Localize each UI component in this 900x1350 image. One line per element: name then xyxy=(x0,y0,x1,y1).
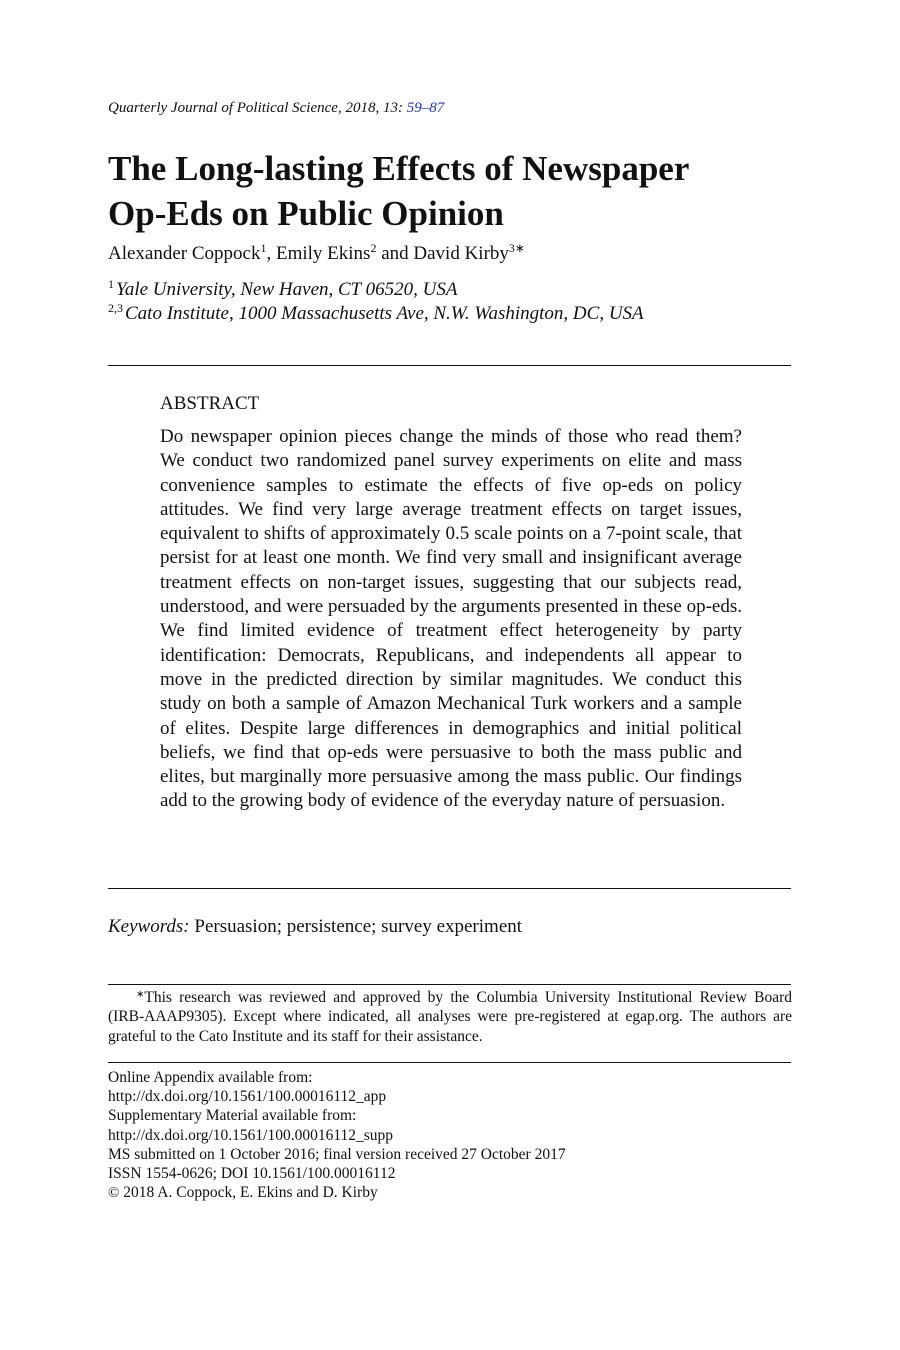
keywords xyxy=(108,916,522,938)
page-range-link[interactable]: 59–87 xyxy=(406,100,445,116)
journal-name: Quarterly Journal of Political Science, 2018, 13: xyxy=(108,100,407,116)
author-name: Emily Ekins xyxy=(275,243,371,264)
author-list xyxy=(108,243,525,265)
divider xyxy=(108,888,791,889)
copyright-icon: © xyxy=(108,1185,120,1202)
author-name: David Kirby xyxy=(413,243,509,264)
author-affiliation-mark: 2 xyxy=(370,241,377,255)
journal-citation xyxy=(108,100,444,117)
author-affiliation-mark: 1 xyxy=(260,241,267,255)
abstract-heading: ABSTRACT xyxy=(160,393,260,414)
title-line-1: The Long-lasting Effects of Newspaper xyxy=(108,149,690,188)
affiliation-mark: 1 xyxy=(108,277,114,291)
copyright xyxy=(108,1183,566,1203)
author-separator: , xyxy=(266,243,276,264)
supplementary-label: Supplementary Material available from: xyxy=(108,1107,357,1125)
appendix-label: Online Appendix available from: xyxy=(108,1069,313,1086)
keywords-text: Persuasion; persistence; survey experiment xyxy=(189,916,523,937)
affiliation-text: Cato Institute, 1000 Massachusetts Ave, N.W. Washington, DC, USA xyxy=(125,303,644,324)
abstract-text: Do newspaper opinion pieces change the minds of those who read them? We conduct two randomized panel survey experiments on elite and mass convenience samples to estimate the effects of five op-eds on policy attitudes. We find very large average treatment effects on target issues, equivalent to shifts of approximately 0.5 scale points on a 7-point scale, that persist for at least one month. We find very small and insignificant average treatment effects on non-target issues, suggesting that our subjects read, understood, and were persuaded by the arguments presented in these op-eds. We find limited evidence of treatment effect heterogeneity by party identification: Democrats, Republicans, and independents all appear to move in the predicted direction by similar magnitudes. We conduct this study on both a sample of Amazon Mechanical Turk workers and a sample of elites. Despite large differences in demographics and initial political beliefs, we find that op-eds were persuasive to both the mass public and elites, but marginally more persuasive among the mass public. Our findings add to the growing body of evidence of the everyday nature of persuasion. xyxy=(160,426,742,812)
appendix-url-link[interactable]: http://dx.doi.org/10.1561/100.00016112_app xyxy=(108,1088,387,1106)
author-separator: and xyxy=(376,243,414,264)
supplementary-url-link[interactable]: http://dx.doi.org/10.1561/100.00016112_supp xyxy=(108,1126,394,1144)
footnote xyxy=(108,988,792,1046)
footnote-mark: ∗ xyxy=(136,989,145,1000)
affiliation-text: Yale University, New Haven, CT 06520, USA xyxy=(116,279,458,300)
author-affiliation-mark: 3∗ xyxy=(508,241,525,255)
author-name: Alexander Coppock xyxy=(108,243,261,264)
title-line-2: Op-Eds on Public Opinion xyxy=(108,194,504,233)
divider xyxy=(108,1062,791,1063)
divider xyxy=(108,365,791,366)
issn-doi: ISSN 1554-0626; DOI 10.1561/100.00016112 xyxy=(108,1165,396,1183)
footnote-text: This research was reviewed and approved by the Columbia University Institutional Review Board (IRB-AAAP9305). Except where indicated, all analyses were pre-registered at egap.org. The authors are grateful to the Cato Institute and its staff for their assistance. xyxy=(108,989,792,1045)
affiliation-mark: 2,3 xyxy=(108,301,123,315)
footnote-divider xyxy=(108,984,791,985)
copyright-text: 2018 A. Coppock, E. Ekins and D. Kirby xyxy=(119,1184,378,1202)
publication-metadata xyxy=(108,1068,566,1203)
keywords-label: Keywords: xyxy=(108,916,190,937)
paper-title xyxy=(108,146,808,236)
submission-dates: MS submitted on 1 October 2016; final version received 27 October 2017 xyxy=(108,1145,566,1163)
affiliation xyxy=(108,279,457,301)
affiliation xyxy=(108,303,644,325)
